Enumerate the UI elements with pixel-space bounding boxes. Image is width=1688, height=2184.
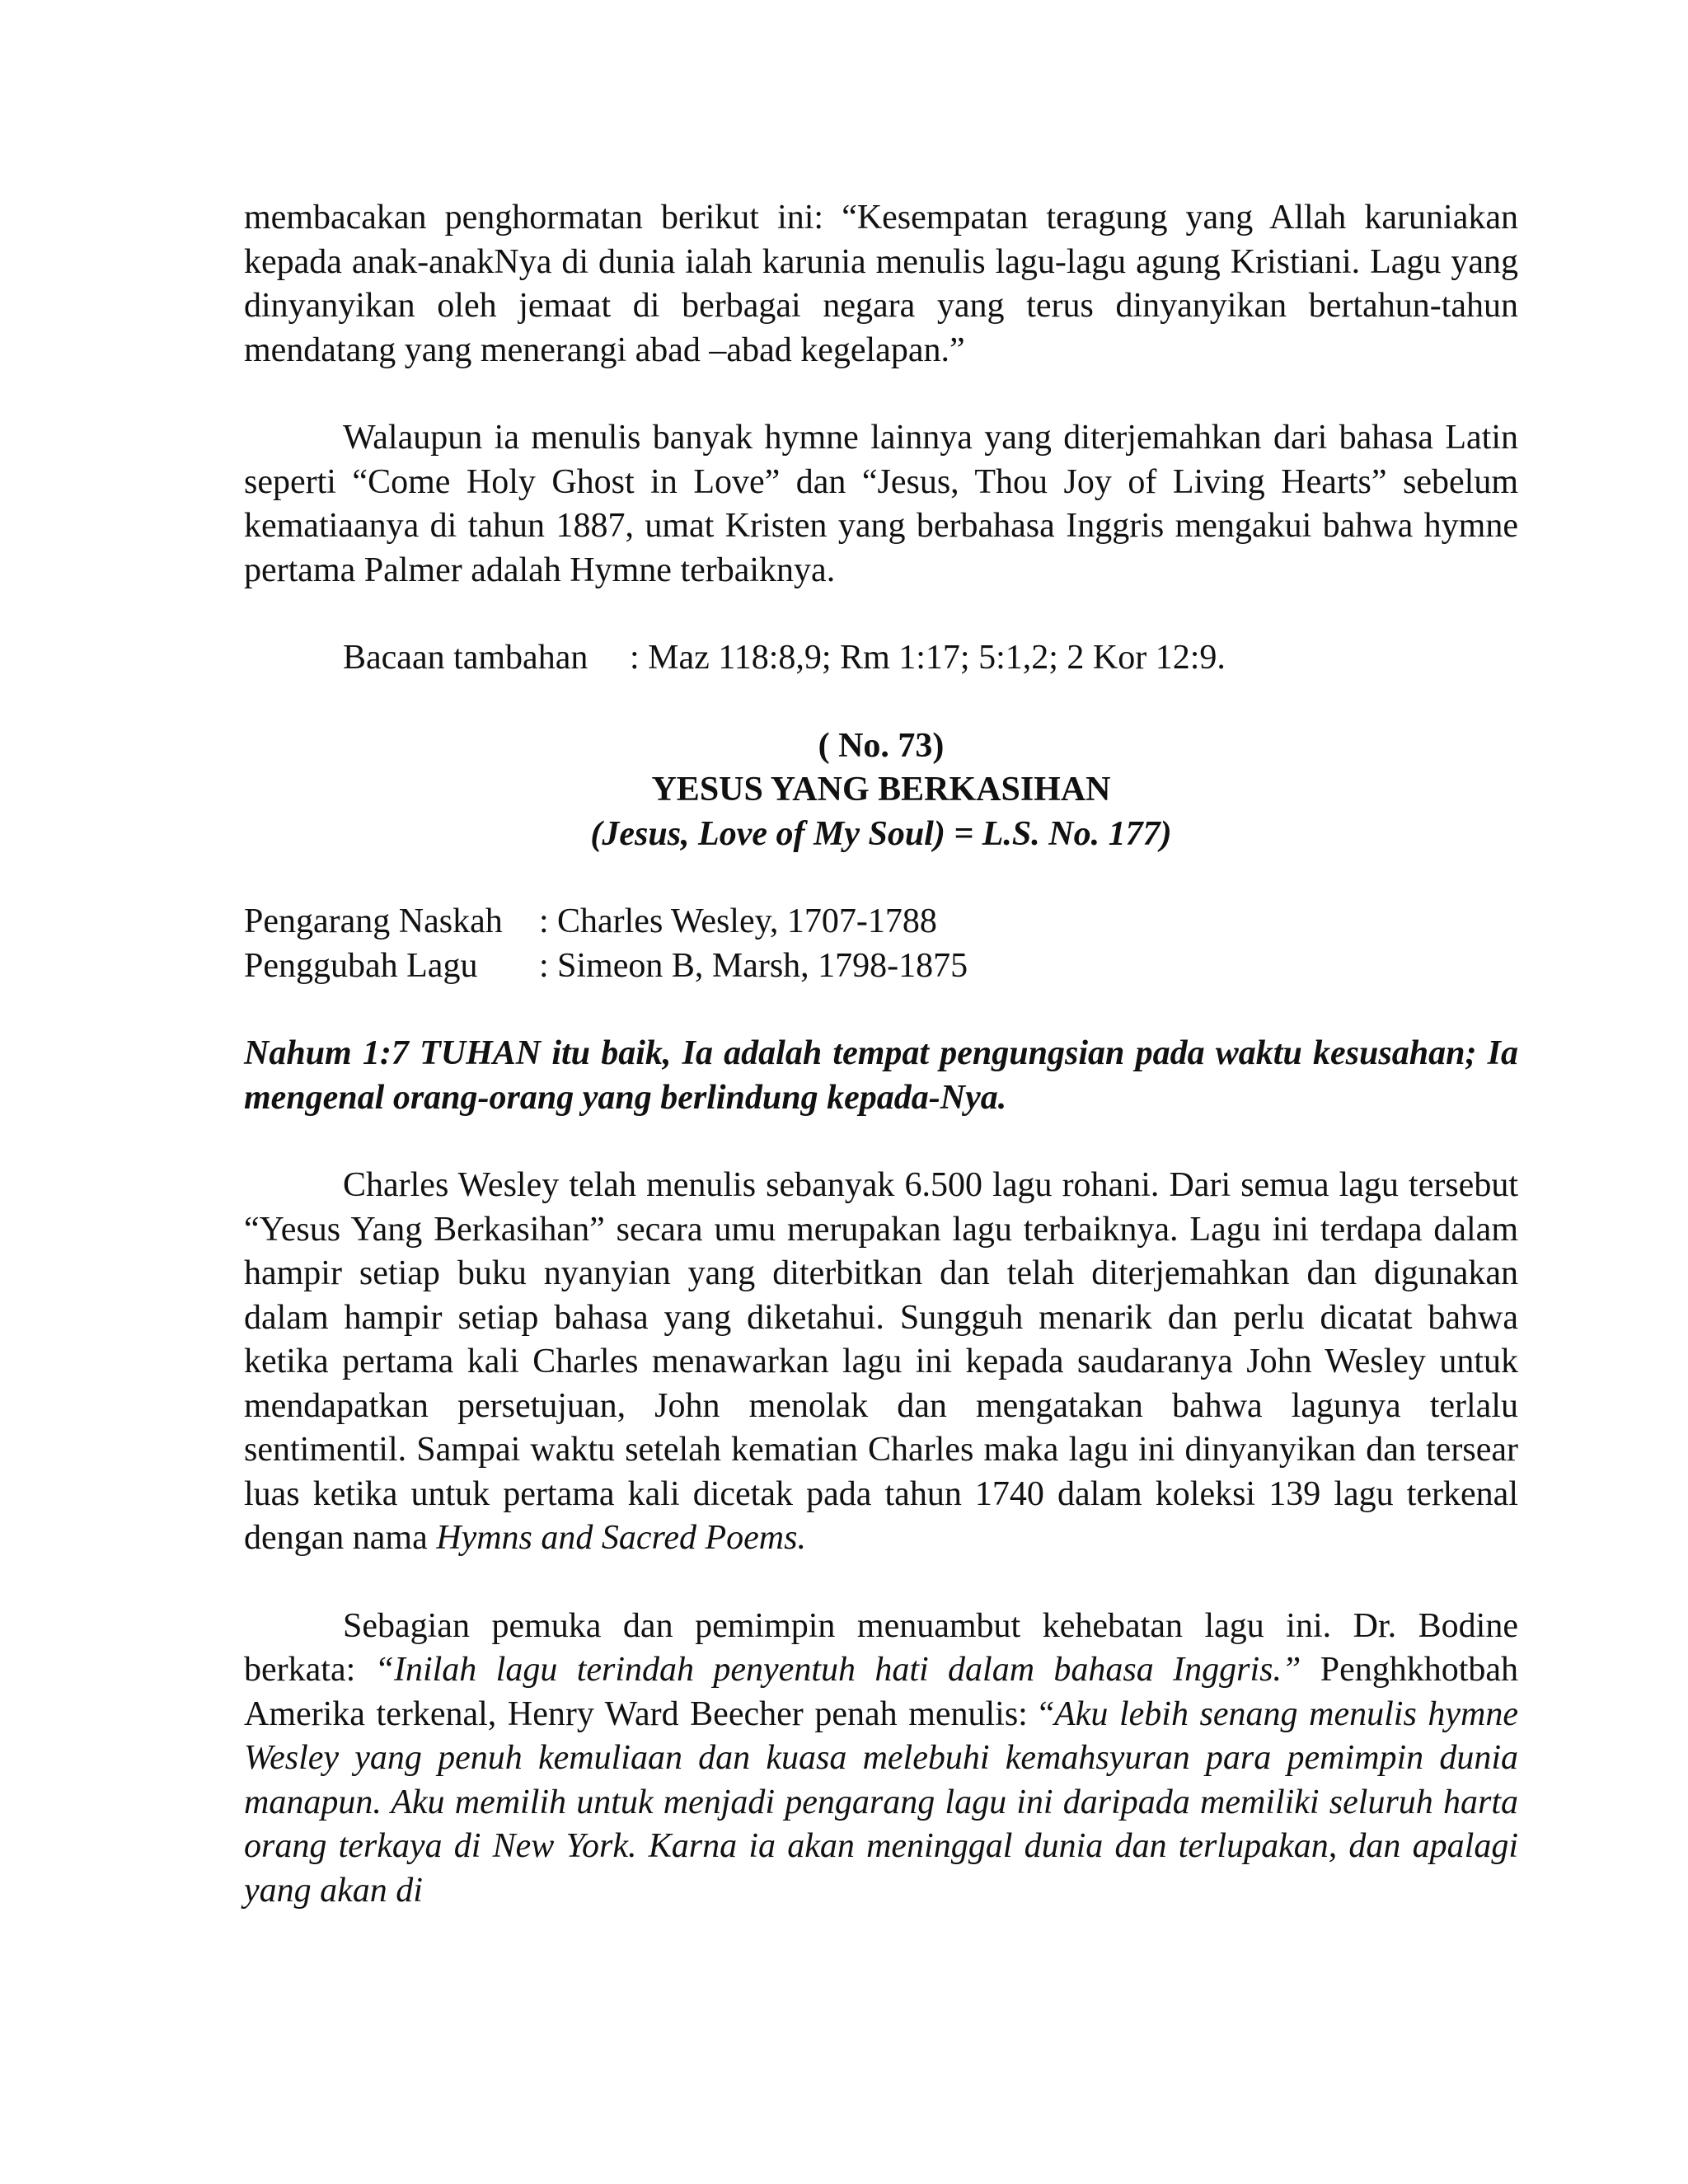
- paragraph-3: [244, 1164, 1518, 1561]
- document-page: [244, 196, 1518, 1913]
- spacer: [244, 681, 1518, 724]
- hymn-number: ( No. 73): [818, 726, 945, 765]
- spacer: [244, 988, 1518, 1032]
- credit-row-composer: [244, 944, 1518, 989]
- spacer: [244, 1561, 1518, 1605]
- paragraph-1: membacakan penghormatan berikut ini: “Kesempatan teragung yang Allah karuniakan kepada anak-anakNya di dunia ialah karunia menulis lagu-lagu agung Kristiani. Lagu yang dinyanyikan oleh jemaat di berbagai negara yang terus dinyanyikan bertahun-tahun mendatang yang menerangi abad –abad kegelapan.”: [244, 199, 1518, 369]
- quote-bodine: “Inilah lagu terindah penyentuh hati dalam bahasa Inggris.”: [374, 1651, 1301, 1689]
- credit-value: Charles Wesley, 1707-1788: [557, 902, 937, 940]
- credit-row-author: [244, 900, 1518, 944]
- additional-reading-value: : Maz 118:8,9; Rm 1:17; 5:1,2; 2 Kor 12:9.: [630, 639, 1226, 677]
- credit-value: Simeon B, Marsh, 1798-1875: [557, 946, 968, 985]
- credit-label: Pengarang Naskah: [244, 902, 503, 940]
- hymn-title: YESUS YANG BERKASIHAN: [651, 771, 1111, 808]
- hymn-subtitle: (Jesus, Love of My Soul) = L.S. No. 177): [590, 814, 1172, 853]
- book-title: Hymns and Sacred Poems.: [436, 1519, 806, 1557]
- credit-label: Penggubah Lagu: [244, 946, 478, 985]
- paragraph-4-part-2: Penghkhotbah Amerika terkenal, Henry Ward Beecher penah menulis: “: [244, 1651, 1519, 1733]
- scripture-verse: Nahum 1:7 TUHAN itu baik, Ia adalah tempat pengungsian pada waktu kesusahan; Ia mengenal orang-orang yang berlindung kepada-Nya.: [244, 1034, 1518, 1117]
- spacer: [244, 593, 1518, 636]
- spacer: [244, 856, 1518, 900]
- paragraph-4-part-1: Sebagian pemuka dan pemimpin menuambut kehebatan lagu ini. Dr. Bodine berkata:: [244, 1606, 1518, 1689]
- credit-separator: :: [539, 946, 549, 985]
- spacer: [244, 373, 1518, 416]
- additional-reading-label: Bacaan tambahan: [343, 639, 588, 677]
- paragraph-4: [244, 1605, 1518, 1914]
- paragraph-3-text: Charles Wesley telah menulis sebanyak 6.500 lagu rohani. Dari semua lagu tersebut “Yesus Yang Berkasihan” secara umu merupakan lagu terbaiknya. Lagu ini terdapa dalam hampir setiap buku nyanyian yang diterbitkan dan telah diterjemahkan dan digunakan dalam hampir setiap bahasa yang diketahui. Sungguh menarik dan perlu dicatat bahwa ketika pertama kali Charles menawarkan lagu ini kepada saudaranya John Wesley untuk mendapatkan persetujuan, John menolak dan mengatakan bahwa lagunya terlalu sentimentil. Sampai waktu setelah kematian Charles maka lagu ini dinyanyikan dan tersear luas ketika untuk pertama kali dicetak pada tahun 1740 dalam koleksi 139 lagu terkenal dengan nama: [244, 1166, 1518, 1557]
- credit-separator: :: [539, 902, 549, 940]
- quote-beecher: Aku lebih senang menulis hymne Wesley yang penuh kemuliaan dan kuasa melebuhi kemahsyuran para pemimpin dunia manapun. Aku memilih untuk menjadi pengarang lagu ini daripada memiliki seluruh harta orang terkaya di New York. Karna ia akan meninggal dunia dan terlupakan, dan apalagi yang akan di: [244, 1694, 1518, 1910]
- additional-reading: [244, 636, 1518, 681]
- spacer: [244, 1120, 1518, 1164]
- paragraph-2: Walaupun ia menulis banyak hymne lainnya yang diterjemahkan dari bahasa Latin seperti “Come Holy Ghost in Love” dan “Jesus, Thou Joy of Living Hearts” sebelum kematiaanya di tahun 1887, umat Kristen yang berbahasa Inggris mengakui bahwa hymne pertama Palmer adalah Hymne terbaiknya.: [244, 419, 1518, 589]
